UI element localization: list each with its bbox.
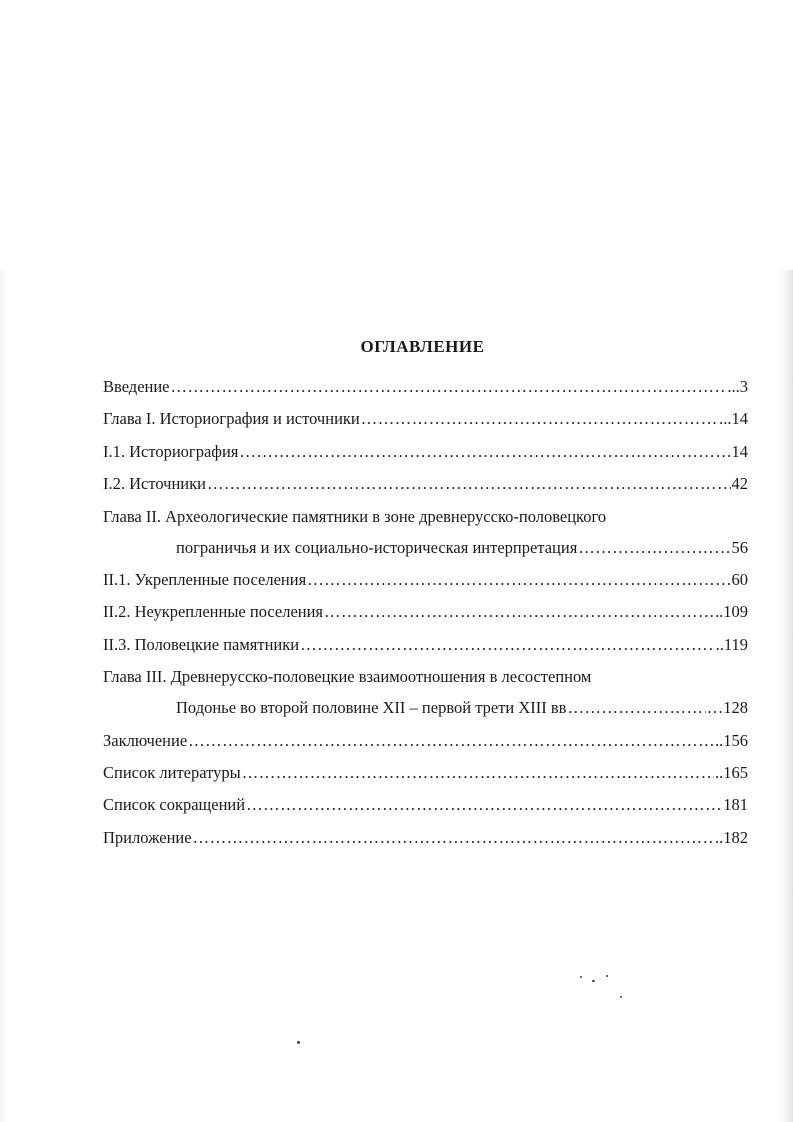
toc-entry-chapter-2-line-1: [103, 507, 748, 538]
toc-page-number: ...3: [727, 377, 748, 396]
toc-entry-label: Глава II. Археологические памятники в зоне древнерусско-половецкого: [103, 506, 607, 526]
toc-page-number: …128: [706, 698, 748, 718]
toc-entry-chapter-1: [103, 409, 748, 441]
toc-entry-section-2-3: [103, 635, 748, 667]
toc-entry-label: Список сокращений: [103, 795, 246, 815]
toc-entry-section-1-1: [103, 442, 748, 474]
toc-entry-label: пограничья и их социально-историческая интерпретация: [176, 537, 578, 557]
scan-speck: [592, 980, 595, 982]
toc-entry-label: Заключение: [103, 730, 188, 750]
toc-entry-label: II.1. Укрепленные поселения: [103, 569, 307, 589]
toc-entry-conclusion: [103, 731, 748, 763]
scan-shadow-left: [0, 270, 10, 1122]
toc-page-number: 181: [723, 795, 748, 815]
page-title: ОГЛАВЛЕНИЕ: [360, 337, 485, 356]
toc-page-number: 42: [731, 474, 748, 494]
toc-entry-label: Глава III. Древнерусско-половецкие взаимоотношения в лесостепном: [103, 667, 592, 687]
toc-page-number: ..156: [715, 730, 748, 750]
dot-leader: [239, 442, 730, 462]
toc-page-number: ..165: [715, 762, 748, 782]
dot-leader: [188, 731, 714, 751]
toc-page-number: 14: [731, 441, 748, 461]
toc-page-number: ..109: [715, 602, 748, 622]
toc-entry-label: I.2. Источники: [103, 474, 206, 494]
toc-entry-appendix: [103, 828, 748, 860]
dot-leader: [246, 795, 722, 815]
toc-page-number: ..119: [715, 634, 748, 654]
toc-entry-bibliography: [103, 763, 748, 795]
table-of-contents: [103, 377, 748, 860]
toc-entry-label: II.3. Половецкие памятники: [103, 634, 300, 654]
toc-page-number: 60: [731, 569, 748, 589]
dot-leader: [242, 763, 714, 783]
scan-speck: [580, 976, 582, 978]
toc-page-number: ..182: [715, 827, 748, 847]
toc-entry-label: Введение: [103, 377, 170, 396]
toc-entry-label: Подонье во второй половине XII – первой трети XIII вв: [176, 698, 567, 718]
toc-entry-introduction: [103, 377, 748, 409]
toc-entry-abbreviations: [103, 795, 748, 827]
toc-page-number: ...14: [719, 409, 748, 429]
scan-speck: [620, 996, 622, 998]
scan-speck: [606, 975, 608, 977]
toc-entry-chapter-3-line-2: [103, 698, 748, 730]
toc-entry-label: Глава I. Историография и источники: [103, 409, 360, 429]
dot-leader: [300, 635, 715, 655]
toc-entry-label: Приложение: [103, 827, 192, 847]
toc-entry-section-1-2: [103, 474, 748, 506]
dot-leader: [567, 698, 705, 718]
dot-leader: [578, 538, 730, 558]
toc-page-number: 56: [731, 537, 748, 557]
scan-speck: [297, 1041, 300, 1044]
scan-shadow-right: [779, 270, 793, 1122]
toc-entry-label: II.2. Неукрепленные поселения: [103, 602, 324, 622]
toc-entry-label: I.1. Историография: [103, 441, 239, 461]
toc-entry-chapter-2-line-2: [103, 538, 748, 570]
dot-leader: [307, 570, 730, 590]
dot-leader: [193, 828, 714, 848]
dot-leader: [361, 409, 718, 429]
toc-entry-chapter-3-line-1: [103, 667, 748, 698]
toc-entry-section-2-2: [103, 602, 748, 634]
toc-entry-section-2-1: [103, 570, 748, 602]
dot-leader: [207, 474, 731, 494]
toc-entry-label: Список литературы: [103, 762, 241, 782]
dot-leader: [171, 377, 727, 397]
dot-leader: [324, 602, 714, 622]
